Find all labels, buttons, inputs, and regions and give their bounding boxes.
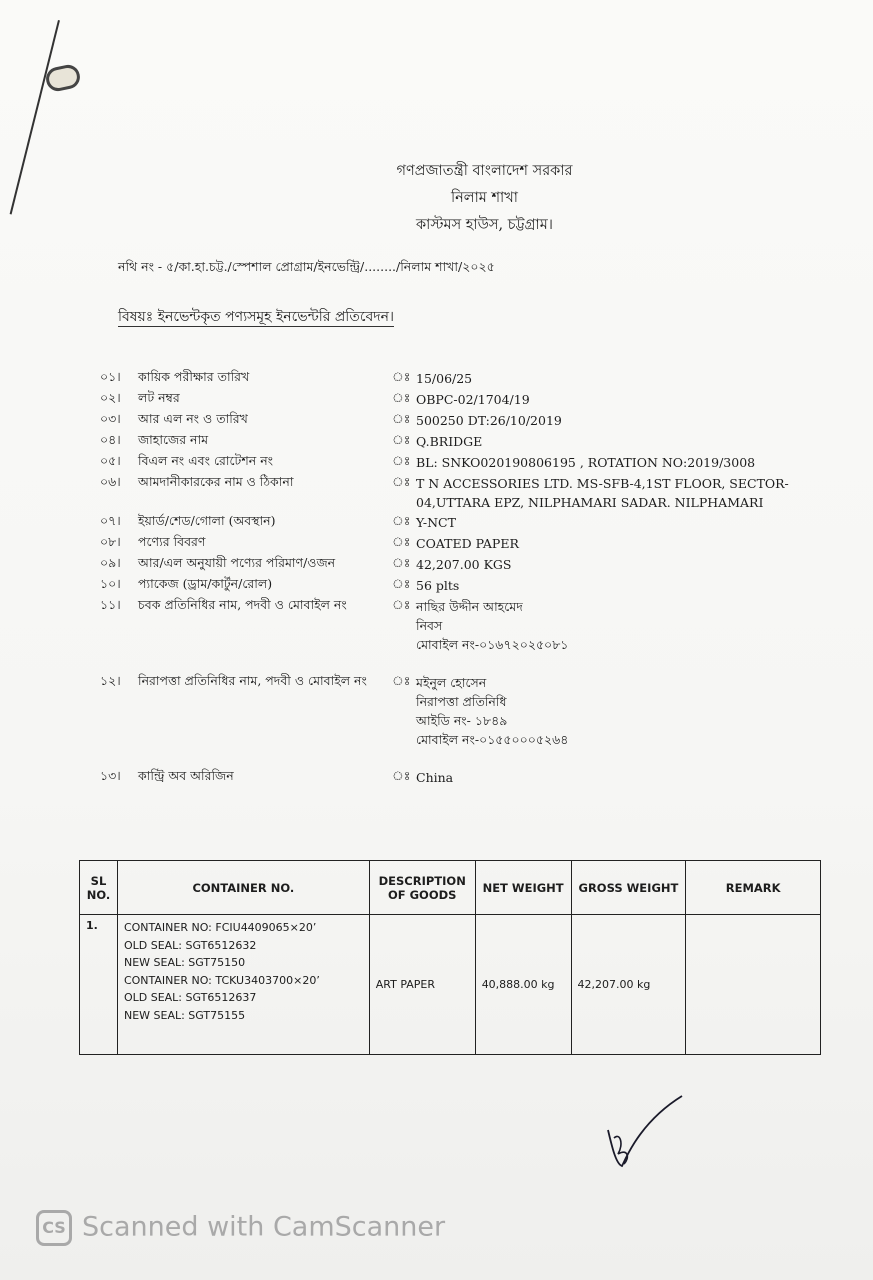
field-value <box>416 673 766 749</box>
cell-net-weight: 40,888.00 kg <box>475 915 571 1055</box>
container-table <box>79 860 821 1055</box>
container-line: CONTAINER NO: TCKU3403700×20’ <box>123 973 320 987</box>
cell-description: ART PAPER <box>369 915 475 1055</box>
subject-line: বিষয়ঃ ইনভেন্টকৃত পণ্যসমূহ ইনভেন্টরি প্রতিবেদন। <box>118 309 394 325</box>
field-label: নিরাপত্তা প্রতিনিধির নাম, পদবী ও মোবাইল নং <box>138 673 367 688</box>
field-value <box>416 432 766 451</box>
field-value-line: 500250 DT:26/10/2019 <box>416 413 562 428</box>
table-row <box>80 915 821 1055</box>
field-number: ০৪। <box>100 432 121 447</box>
field-value-line: 42,207.00 KGS <box>416 557 512 572</box>
field-separator: ঃ <box>392 597 411 612</box>
container-line: OLD SEAL: SGT6512632 <box>123 938 257 952</box>
field-label: চবক প্রতিনিধির নাম, পদবী ও মোবাইল নং <box>138 597 347 612</box>
field-value <box>416 369 766 388</box>
field-value <box>416 576 766 595</box>
field-number: ০৩। <box>100 411 121 426</box>
field-separator: ঃ <box>392 576 411 591</box>
field-number: ০৬। <box>100 474 121 489</box>
field-number: ০১। <box>100 369 121 384</box>
field-separator: ঃ <box>392 432 411 447</box>
field-value-line: মোবাইল নং-০১৬৭২০২৫০৮১ <box>416 637 569 652</box>
field-number: ০৯। <box>100 555 121 570</box>
watermark-text: Scanned with CamScanner <box>82 1211 446 1243</box>
field-value-line: নিরাপত্তা প্রতিনিধি <box>416 694 507 709</box>
field-value-line: Q.BRIDGE <box>416 434 483 449</box>
field-separator: ঃ <box>392 555 411 570</box>
field-separator: ঃ <box>392 474 411 489</box>
header-container-no: CONTAINER NO. <box>117 861 369 915</box>
container-line: NEW SEAL: SGT75150 <box>123 956 246 969</box>
header-description: DESCRIPTION OF GOODS <box>369 861 475 915</box>
camscanner-logo-icon: CS <box>36 1210 72 1246</box>
field-separator: ঃ <box>392 411 411 426</box>
field-value <box>416 534 766 553</box>
field-value-line: China <box>416 770 454 785</box>
field-number: ১৩। <box>100 768 121 783</box>
field-label: কায়িক পরীক্ষার তারিখ <box>138 369 250 384</box>
cell-gross-weight: 42,207.00 kg <box>571 915 686 1055</box>
field-value-line: মোবাইল নং-০১৫৫০০০৫২৬৪ <box>416 732 569 747</box>
field-label: লট নম্বর <box>138 390 180 405</box>
field-label: জাহাজের নাম <box>138 432 209 447</box>
field-number: ১০। <box>100 576 121 591</box>
field-value-line: নিবস <box>416 618 443 633</box>
field-number: ০৫। <box>100 453 121 468</box>
cell-sl: 1. <box>80 915 118 1055</box>
container-line: NEW SEAL: SGT75155 <box>123 1008 246 1022</box>
header-gross-weight: GROSS WEIGHT <box>571 861 686 915</box>
field-value-line: Y-NCT <box>416 515 456 530</box>
header-net-weight: NET WEIGHT <box>475 861 571 915</box>
field-separator: ঃ <box>392 768 411 783</box>
table-header-row <box>80 861 821 915</box>
container-line: OLD SEAL: SGT6512637 <box>123 991 257 1004</box>
field-label: বিএল নং এবং রোটেশন নং <box>138 453 274 468</box>
field-value <box>416 390 766 409</box>
field-value <box>416 597 766 654</box>
field-value <box>416 411 766 430</box>
signature-icon <box>600 1092 690 1172</box>
header-sl-no: SL NO. <box>80 861 118 915</box>
binder-clip-icon <box>44 63 82 94</box>
field-value-line: COATED PAPER <box>416 536 519 551</box>
field-number: ০৮। <box>100 534 121 549</box>
field-value <box>416 555 766 574</box>
field-value-line: BL: SNKO020190806195 , ROTATION NO:2019/3008 <box>416 455 756 470</box>
field-value-line: নাছির উদ্দীন আহমেদ <box>416 599 523 614</box>
field-number: ১১। <box>100 597 121 612</box>
field-number: ১২। <box>100 673 121 688</box>
header-branch: নিলাম শাখা <box>451 190 518 206</box>
field-label: প্যাকেজ (ড্রাম/কার্টুন/রোল) <box>138 576 273 591</box>
field-value <box>416 474 789 512</box>
field-value-line: 04,UTTARA EPZ, NILPHAMARI SADAR. NILPHAMARI <box>416 495 764 510</box>
field-value-line: 15/06/25 <box>416 371 473 386</box>
field-separator: ঃ <box>392 453 411 468</box>
field-label: আর এল নং ও তারিখ <box>138 411 248 426</box>
field-separator: ঃ <box>392 513 411 528</box>
field-label: পণ্যের বিবরণ <box>138 534 206 549</box>
field-separator: ঃ <box>392 534 411 549</box>
field-value <box>416 513 766 532</box>
field-value <box>416 768 766 787</box>
cell-container <box>117 915 369 1055</box>
field-separator: ঃ <box>392 369 411 384</box>
field-value-line: মইনুল হোসেন <box>416 675 487 690</box>
field-label: ইয়ার্ড/শেড/গোলা (অবস্থান) <box>138 513 276 528</box>
field-value <box>416 453 766 472</box>
field-value-line: আইডি নং- ১৮৪৯ <box>416 713 508 728</box>
cell-remark <box>686 915 821 1055</box>
field-label: আর/এল অনুযায়ী পণ্যের পরিমাণ/ওজন <box>138 555 336 570</box>
header-office: কাস্টমস হাউস, চট্টগ্রাম। <box>416 217 553 233</box>
header-remark: REMARK <box>686 861 821 915</box>
field-separator: ঃ <box>392 673 411 688</box>
field-label: কান্ট্রি অব অরিজিন <box>138 768 234 783</box>
field-label: আমদানীকারকের নাম ও ঠিকানা <box>138 474 294 489</box>
page-fold-edge <box>10 20 60 215</box>
field-value-line: OBPC-02/1704/19 <box>416 392 530 407</box>
field-number: ০৭। <box>100 513 121 528</box>
camscanner-watermark <box>36 1210 445 1246</box>
field-number: ০২। <box>100 390 121 405</box>
field-separator: ঃ <box>392 390 411 405</box>
file-reference: নথি নং - ৫/কা.হা.চট্ট./স্পেশাল প্রোগ্রাম/ইনভেন্ট্রি/......../নিলাম শাখা/২০২৫ <box>118 259 495 274</box>
field-value-line: 56 plts <box>416 578 460 593</box>
field-value-line: T N ACCESSORIES LTD. MS-SFB-4,1ST FLOOR, SECTOR- <box>416 476 789 491</box>
container-line: CONTAINER NO: FCIU4409065×20’ <box>123 921 317 934</box>
header-government: গণপ্রজাতন্ত্রী বাংলাদেশ সরকার <box>396 163 573 179</box>
